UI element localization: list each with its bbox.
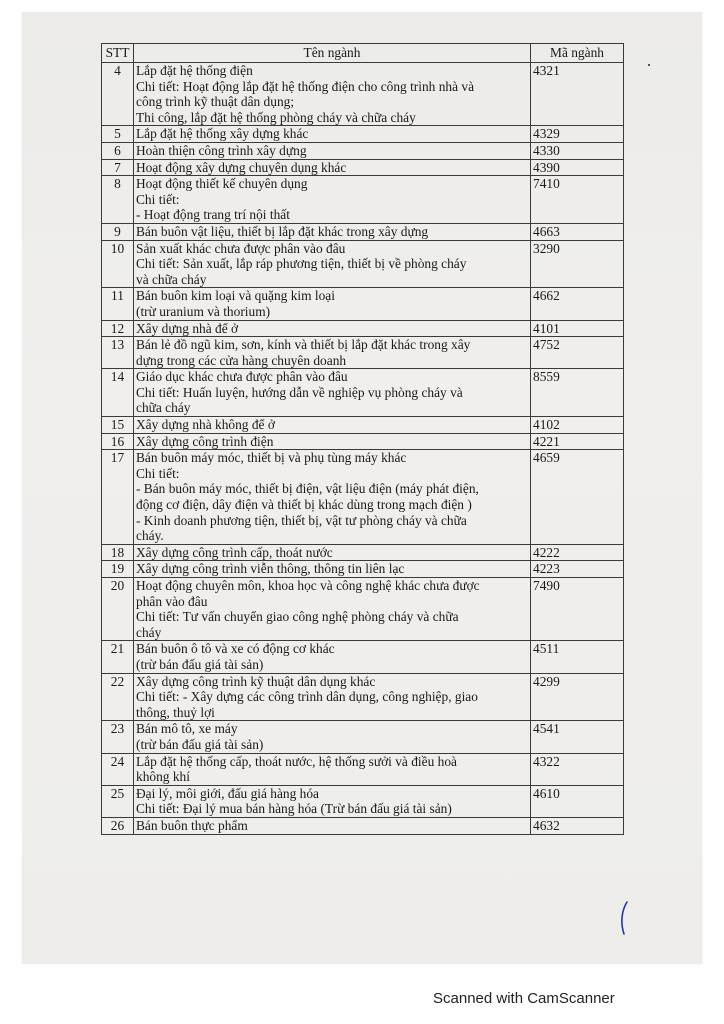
table-row — [102, 785, 624, 817]
row-name — [134, 126, 531, 143]
row-stt: 12 — [102, 320, 134, 337]
row-stt: 16 — [102, 433, 134, 450]
table-row — [102, 223, 624, 240]
table-row — [102, 320, 624, 337]
table-row — [102, 561, 624, 578]
header-stt: STT — [102, 44, 134, 63]
row-code: 4541 — [531, 721, 624, 753]
table-row — [102, 578, 624, 641]
table-row — [102, 417, 624, 434]
row-name — [134, 417, 531, 434]
row-name-line: - Kinh doanh phương tiện, thiết bị, vật tư phòng cháy và chữa — [136, 512, 467, 528]
row-name-line: Chi tiết: Sản xuất, lắp ráp phương tiện, thiết bị về phòng cháy — [136, 256, 467, 272]
row-code: 4322 — [531, 753, 624, 785]
table-row — [102, 673, 624, 721]
row-name-line: Bán buôn kim loại và quặng kim loại — [136, 288, 335, 304]
table-header-row — [102, 44, 624, 63]
row-name — [134, 223, 531, 240]
row-name-line: Chi tiết: - Xây dựng các công trình dân dụng, công nghiệp, giao — [136, 689, 478, 705]
row-name-line: (trừ bán đấu giá tài sản) — [136, 736, 264, 752]
table-row — [102, 753, 624, 785]
table-row — [102, 721, 624, 753]
row-name — [134, 641, 531, 673]
row-stt: 24 — [102, 753, 134, 785]
row-code: 4632 — [531, 817, 624, 834]
row-name-line: động cơ điện, dây điện và thiết bị khác dùng trong mạch điện ) — [136, 497, 472, 513]
header-name: Tên ngành — [134, 44, 531, 63]
row-code: 4101 — [531, 320, 624, 337]
row-name-line: Chi tiết: Huấn luyện, hướng dẫn về nghiệp vụ phòng cháy và — [136, 384, 463, 400]
row-name-line: Bán buôn vật liệu, thiết bị lắp đặt khác trong xây dựng — [136, 223, 429, 239]
row-name-line: Hoàn thiện công trình xây dựng — [136, 142, 307, 158]
row-name — [134, 578, 531, 641]
row-name-line: Chi tiết: Đại lý mua bán hàng hóa (Trừ bán đấu giá tài sản) — [136, 801, 452, 817]
row-name — [134, 544, 531, 561]
row-name-line: Hoạt động chuyên môn, khoa học và công nghệ khác chưa được — [136, 578, 480, 593]
row-stt: 9 — [102, 223, 134, 240]
row-name-line: Xây dựng nhà không để ở — [136, 417, 275, 433]
table-row — [102, 159, 624, 176]
row-name-line: - Bán buôn máy móc, thiết bị điện, vật liệu điện (máy phát điện, — [136, 481, 479, 497]
row-stt: 22 — [102, 673, 134, 721]
row-name-line: Bán buôn máy móc, thiết bị và phụ tùng máy khác — [136, 450, 407, 466]
row-code: 4511 — [531, 641, 624, 673]
row-name-line: Bán buôn ô tô và xe có động cơ khác — [136, 641, 335, 657]
row-name-line: (trừ uranium và thorium) — [136, 303, 271, 319]
row-stt: 26 — [102, 817, 134, 834]
row-name-line: Xây dựng công trình cấp, thoát nước — [136, 544, 333, 560]
row-name — [134, 240, 531, 288]
row-name-line: Xây dựng nhà để ở — [136, 320, 239, 336]
speck — [648, 64, 650, 66]
row-stt: 4 — [102, 63, 134, 126]
row-name — [134, 159, 531, 176]
row-name-line: Xây dựng công trình viễn thông, thông tin liên lạc — [136, 561, 405, 577]
row-stt: 5 — [102, 126, 134, 143]
row-name-line: chữa cháy — [136, 400, 191, 416]
row-name — [134, 785, 531, 817]
row-stt: 23 — [102, 721, 134, 753]
row-name — [134, 142, 531, 159]
row-name-line: Lắp đặt hệ thống điện — [136, 63, 253, 78]
row-name-line: - Hoạt động trang trí nội thất — [136, 207, 290, 223]
row-name-line: Bán lẻ đồ ngũ kim, sơn, kính và thiết bị lắp đặt khác trong xây — [136, 337, 471, 353]
row-name — [134, 176, 531, 224]
table-row — [102, 369, 624, 417]
row-code: 4223 — [531, 561, 624, 578]
row-name-line: phân vào đâu — [136, 593, 208, 609]
row-stt: 25 — [102, 785, 134, 817]
row-name-line: Xây dựng công trình kỹ thuật dân dụng khác — [136, 673, 376, 689]
row-name — [134, 753, 531, 785]
business-lines-table — [101, 43, 624, 835]
row-stt: 15 — [102, 417, 134, 434]
row-stt: 6 — [102, 142, 134, 159]
table-row — [102, 337, 624, 369]
table-row — [102, 288, 624, 320]
row-name-line: Xây dựng công trình điện — [136, 433, 274, 449]
row-name-line: Giáo dục khác chưa được phân vào đâu — [136, 369, 348, 385]
row-code: 4299 — [531, 673, 624, 721]
row-name-line: cháy. — [136, 528, 164, 544]
row-name-line: công trình kỹ thuật dân dụng; — [136, 94, 295, 110]
row-stt: 14 — [102, 369, 134, 417]
row-name — [134, 721, 531, 753]
row-name-line: và chữa cháy — [136, 271, 207, 287]
row-code: 7410 — [531, 176, 624, 224]
row-name — [134, 673, 531, 721]
row-name-line: không khí — [136, 769, 190, 785]
row-name-line: Chi tiết: Hoạt động lắp đặt hệ thống điện cho công trình nhà và — [136, 78, 475, 94]
row-code: 7490 — [531, 578, 624, 641]
row-name — [134, 450, 531, 545]
row-name-line: Sản xuất khác chưa được phân vào đâu — [136, 240, 346, 256]
table-row — [102, 544, 624, 561]
row-stt: 13 — [102, 337, 134, 369]
row-stt: 19 — [102, 561, 134, 578]
row-name-line: Đại lý, môi giới, đấu giá hàng hóa — [136, 785, 319, 801]
table-row — [102, 63, 624, 126]
pen-check-mark-icon — [618, 900, 632, 936]
row-code: 4330 — [531, 142, 624, 159]
row-code: 4752 — [531, 337, 624, 369]
row-stt: 11 — [102, 288, 134, 320]
table-row — [102, 142, 624, 159]
row-name-line: cháy — [136, 624, 162, 640]
row-name-line: Hoạt động thiết kế chuyên dụng — [136, 176, 308, 192]
table-row — [102, 641, 624, 673]
row-name-line: Chi tiết: — [136, 465, 180, 481]
row-code: 4663 — [531, 223, 624, 240]
row-code: 4221 — [531, 433, 624, 450]
table-row — [102, 433, 624, 450]
row-name-line: Bán buôn thực phẩm — [136, 817, 248, 833]
table-row — [102, 817, 624, 834]
row-name-line: Hoạt động xây dựng chuyên dụng khác — [136, 159, 347, 175]
row-name-line: (trừ bán đấu giá tài sản) — [136, 656, 264, 672]
row-name-line: Bán mô tô, xe máy — [136, 721, 238, 737]
header-code: Mã ngành — [531, 44, 624, 63]
table-row — [102, 176, 624, 224]
row-stt: 21 — [102, 641, 134, 673]
row-code: 8559 — [531, 369, 624, 417]
table-row — [102, 240, 624, 288]
row-code: 4610 — [531, 785, 624, 817]
row-code: 4659 — [531, 450, 624, 545]
table-row — [102, 126, 624, 143]
row-name-line: dựng trong các cửa hàng chuyên doanh — [136, 352, 347, 368]
row-code: 4662 — [531, 288, 624, 320]
row-stt: 17 — [102, 450, 134, 545]
row-stt: 7 — [102, 159, 134, 176]
row-name — [134, 369, 531, 417]
row-name-line: Lắp đặt hệ thống xây dựng khác — [136, 126, 309, 142]
row-name — [134, 337, 531, 369]
row-code: 4102 — [531, 417, 624, 434]
row-stt: 8 — [102, 176, 134, 224]
row-stt: 18 — [102, 544, 134, 561]
row-name-line: Thi công, lắp đặt hệ thống phòng cháy và chữa cháy — [136, 109, 416, 125]
scanner-watermark: Scanned with CamScanner — [433, 990, 615, 1007]
row-name-line: Lắp đặt hệ thống cấp, thoát nước, hệ thống sưởi và điều hoà — [136, 753, 457, 769]
row-stt: 20 — [102, 578, 134, 641]
row-name — [134, 288, 531, 320]
row-name — [134, 561, 531, 578]
row-name — [134, 817, 531, 834]
row-code: 4329 — [531, 126, 624, 143]
row-code: 4321 — [531, 63, 624, 126]
row-name — [134, 63, 531, 126]
row-code: 4222 — [531, 544, 624, 561]
row-stt: 10 — [102, 240, 134, 288]
row-name — [134, 320, 531, 337]
row-name-line: thông, thuỷ lợi — [136, 704, 215, 720]
table-row — [102, 450, 624, 545]
row-code: 4390 — [531, 159, 624, 176]
row-name-line: Chi tiết: — [136, 191, 180, 207]
row-name-line: Chi tiết: Tư vấn chuyển giao công nghệ phòng cháy và chữa — [136, 609, 459, 625]
row-name — [134, 433, 531, 450]
row-code: 3290 — [531, 240, 624, 288]
